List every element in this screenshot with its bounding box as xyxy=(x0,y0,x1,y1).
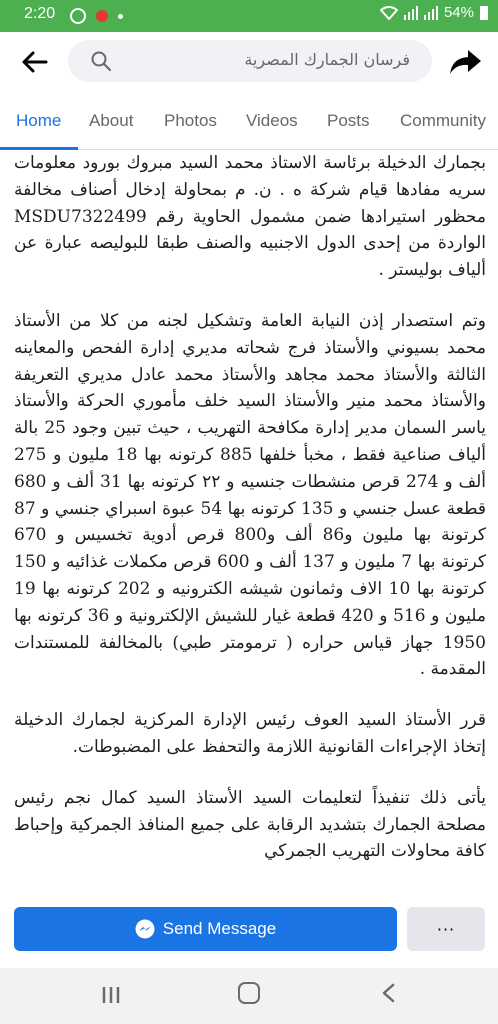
tab-posts[interactable]: Posts xyxy=(327,111,370,130)
page-tabs xyxy=(0,92,498,150)
post-paragraph: يأتى ذلك تنفيذاً لتعليمات السيد الأستاذ السيد كمال نجم رئيس مصلحة الجمارك بتشديد الرقابة على جميع المنافذ الجمركية وإحباط كافة محاولات التهريب الجمركي xyxy=(14,787,486,862)
search-text: فرسان الجمارك المصرية xyxy=(244,50,410,69)
share-icon[interactable] xyxy=(448,48,482,76)
whatsapp-notification-icon xyxy=(70,8,86,24)
tab-photos[interactable]: Photos xyxy=(164,111,217,130)
signal-icon-2 xyxy=(424,6,438,20)
home-icon[interactable] xyxy=(238,982,260,1004)
recent-apps-icon[interactable] xyxy=(100,984,122,1006)
tab-community[interactable]: Community xyxy=(400,111,486,130)
system-nav-bar xyxy=(0,968,498,1024)
signal-icon xyxy=(404,6,418,20)
post-paragraph: قرر الأستاذ السيد العوف رئيس الإدارة المركزية لجمارك الدخيلة إتخاذ الإجراءات القانونية اللازمة والتحفظ على المضبوطات. xyxy=(14,710,486,757)
back-icon[interactable] xyxy=(378,982,400,1004)
back-arrow-icon[interactable] xyxy=(20,49,48,75)
post-text xyxy=(14,150,486,885)
recording-icon xyxy=(96,10,108,22)
messenger-icon xyxy=(135,919,155,939)
send-message-button[interactable] xyxy=(14,907,397,951)
battery-percent: 54% xyxy=(443,4,474,21)
wifi-icon xyxy=(380,6,398,20)
status-time: 2:20 xyxy=(24,5,56,22)
post-paragraph: بجمارك الدخيلة برئاسة الاستاذ محمد السيد مبروك بورود معلومات سريه مفادها قيام شركة ه . ن. م بمحاولة إدخال أصناف مخالفة محظور استيرادها ضمن مشمول الحاوية رقم MSDU7322499 الواردة من إحدى الدول الاجنبيه والصنف طبقا للبوليصه عبارة عن ألياف بوليستر . xyxy=(14,153,486,281)
tab-home[interactable]: Home xyxy=(16,111,62,130)
search-input[interactable] xyxy=(68,40,432,82)
notification-dot-icon xyxy=(118,14,123,19)
search-icon xyxy=(90,50,112,72)
more-options-button[interactable]: ··· xyxy=(407,907,485,951)
battery-icon xyxy=(480,6,488,20)
action-bar xyxy=(0,886,498,968)
tab-about[interactable]: About xyxy=(89,111,134,130)
post-paragraph: وتم استصدار إذن النيابة العامة وتشكيل لجنه من كلا من الأستاذ محمد بسيوني والأستاذ فرج شحاته مديري إدارة الفحص والمعاينه الثالثة والأستاذ محمد مجاهد والأستاذ محمد عادل مديري التعريفة والأستاذ محمد منير والأستاذ السيد خلف مأموري الحركة والأستاذ ياسر السمان مدير إدارة مكافحة التهريب ، حيث تبين وجود 25 بالة ألياف صناعية فقط ، مخبأ خلفها 885 كرتونه بها 18 مليون و 275 ألف و 274 قرص منشطات جنسيه و ٢٢ كرتونه بها 31 ألف و 680 قطعة عسل جنسي و 135 كرتونه بها 54 عبوة اسبراي جنسي و 87 كرتونة بها مليون و86 ألف و800 قرص أدوية تخسيس و 670 كرتونة بها 7 مليون و 137 ألف و 600 قرص مكملات غذائيه و 150 كرتونة بها 10 الاف وثمانون شيشه الكترونيه و 202 كرتونه بها 19 مليون و 516 و 420 قطعة غيار للشيش الإلكترونية و 36 كرتونه بها 1950 جهاز قياس حراره ( ترمومتر طبي) بالمخالفة للمستندات المقدمة . xyxy=(14,310,486,680)
send-message-label: Send Message xyxy=(162,919,277,938)
status-bar xyxy=(0,0,498,32)
app-header xyxy=(0,32,498,92)
tab-videos[interactable]: Videos xyxy=(246,111,298,130)
